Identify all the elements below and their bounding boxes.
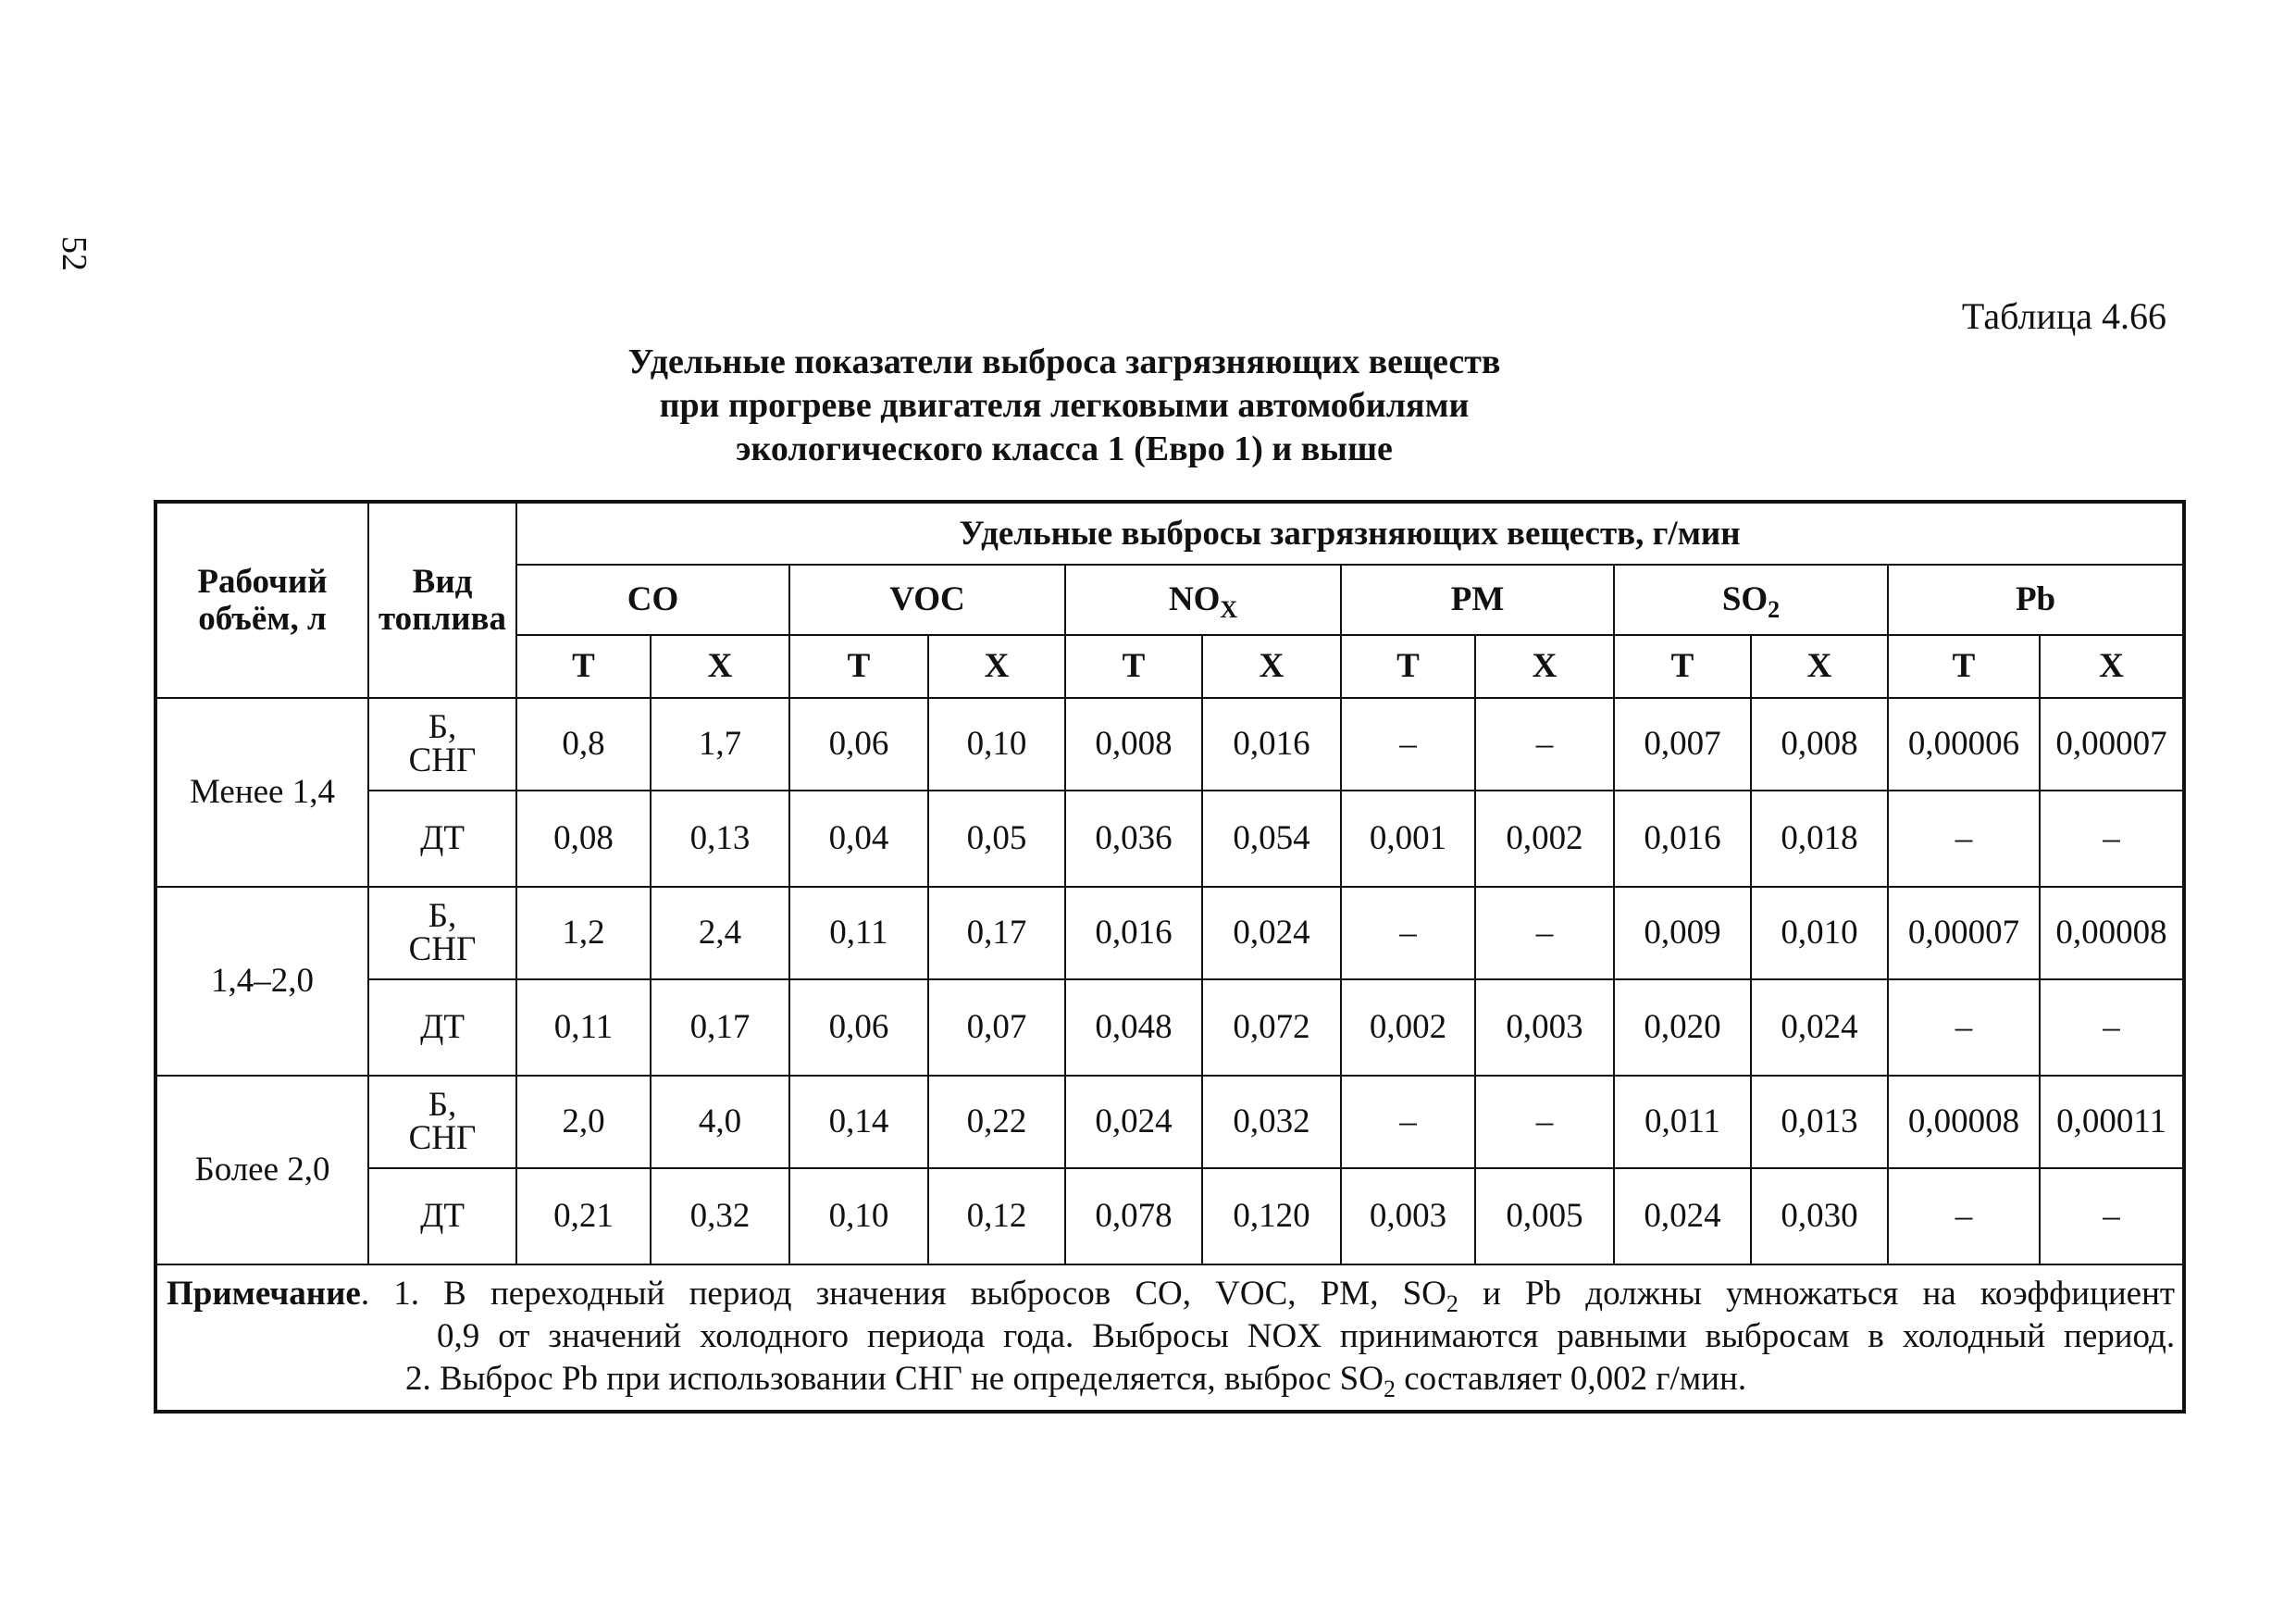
value-cell: 0,008 — [1065, 698, 1202, 791]
title-line: при прогреве двигателя легковыми автомобилями — [659, 386, 1470, 425]
header-cold: Х — [1751, 635, 1888, 698]
value-cell: 2,4 — [651, 887, 789, 979]
value-cell: 0,018 — [1751, 791, 1888, 887]
header-warm: Т — [516, 635, 651, 698]
value-cell: 0,10 — [928, 698, 1065, 791]
value-cell: – — [1341, 698, 1475, 791]
table-row — [155, 979, 2184, 1076]
value-cell: 4,0 — [651, 1076, 789, 1168]
value-cell: 0,06 — [789, 698, 928, 791]
value-cell: 0,08 — [516, 791, 651, 887]
value-cell: – — [1341, 1076, 1475, 1168]
emissions-table — [154, 500, 2186, 1414]
fuel-cell: ДТ — [368, 791, 516, 887]
table-label: Таблица 4.66 — [1961, 295, 2166, 337]
value-cell: 0,04 — [789, 791, 928, 887]
value-cell: – — [1888, 1168, 2040, 1264]
value-cell: – — [1475, 698, 1614, 791]
note-text: и Pb должны умножаться на коэффициент — [1458, 1275, 2176, 1313]
value-cell: 0,002 — [1341, 979, 1475, 1076]
header-cold: Х — [2040, 635, 2184, 698]
value-cell: – — [2040, 979, 2184, 1076]
value-cell: 0,00007 — [2040, 698, 2184, 791]
value-cell: 0,13 — [651, 791, 789, 887]
value-cell: 0,00006 — [1888, 698, 2040, 791]
value-cell: 0,024 — [1065, 1076, 1202, 1168]
value-cell: 0,8 — [516, 698, 651, 791]
header-group: Удельные выбросы загрязняющих веществ, г/мин — [516, 502, 2184, 565]
value-cell: 0,22 — [928, 1076, 1065, 1168]
value-cell: – — [1888, 979, 2040, 1076]
title-line: экологического класса 1 (Евро 1) и выше — [736, 430, 1393, 468]
value-cell: 0,016 — [1065, 887, 1202, 979]
value-cell: 0,10 — [789, 1168, 928, 1264]
value-cell: 1,2 — [516, 887, 651, 979]
note-subscript: 2 — [1383, 1376, 1396, 1402]
value-cell: 0,030 — [1751, 1168, 1888, 1264]
value-cell: 0,048 — [1065, 979, 1202, 1076]
value-cell: 0,17 — [928, 887, 1065, 979]
value-cell: 0,11 — [789, 887, 928, 979]
value-cell: 0,016 — [1614, 791, 1751, 887]
value-cell: 0,007 — [1614, 698, 1751, 791]
table-row — [155, 1076, 2184, 1168]
table-note — [155, 1264, 2184, 1412]
header-warm: Т — [1065, 635, 1202, 698]
value-cell: 0,003 — [1341, 1168, 1475, 1264]
header-pollutant: Pb — [1888, 565, 2184, 635]
header-pollutant: CO — [516, 565, 789, 635]
value-cell: 0,005 — [1475, 1168, 1614, 1264]
note-line-2: 0,9 от значений холодного периода года. Выбросы NOX принимаются равными выбросам в холодный период. — [437, 1317, 2176, 1355]
value-cell: 0,32 — [651, 1168, 789, 1264]
table-title — [139, 341, 1990, 471]
value-cell: 0,008 — [1751, 698, 1888, 791]
value-cell: 0,003 — [1475, 979, 1614, 1076]
fuel-cell: ДТ — [368, 1168, 516, 1264]
value-cell: 0,14 — [789, 1076, 928, 1168]
value-cell: – — [1341, 887, 1475, 979]
value-cell: 0,00008 — [1888, 1076, 2040, 1168]
value-cell: 0,17 — [651, 979, 789, 1076]
value-cell: 0,21 — [516, 1168, 651, 1264]
value-cell: 0,024 — [1614, 1168, 1751, 1264]
note-text: 2. Выброс Pb при использовании СНГ не определяется, выброс SO — [405, 1360, 1384, 1398]
value-cell: 0,12 — [928, 1168, 1065, 1264]
value-cell: 0,072 — [1202, 979, 1341, 1076]
header-cold: Х — [928, 635, 1065, 698]
note-line-3 — [167, 1358, 2175, 1401]
note-subscript: 2 — [1446, 1290, 1458, 1317]
value-cell: – — [1475, 887, 1614, 979]
table-row — [155, 1168, 2184, 1264]
value-cell: 0,011 — [1614, 1076, 1751, 1168]
value-cell: 0,013 — [1751, 1076, 1888, 1168]
value-cell: 0,002 — [1475, 791, 1614, 887]
value-cell: 0,020 — [1614, 979, 1751, 1076]
page-number: 52 — [55, 236, 93, 271]
value-cell: – — [2040, 791, 2184, 887]
value-cell: 0,036 — [1065, 791, 1202, 887]
value-cell: 0,001 — [1341, 791, 1475, 887]
value-cell: 0,120 — [1202, 1168, 1341, 1264]
fuel-cell: ДТ — [368, 979, 516, 1076]
value-cell: 0,05 — [928, 791, 1065, 887]
value-cell: 0,00008 — [2040, 887, 2184, 979]
header-warm: Т — [1888, 635, 2040, 698]
value-cell: 0,00011 — [2040, 1076, 2184, 1168]
value-cell: – — [2040, 1168, 2184, 1264]
header-pollutant: $NO_X$ — [1065, 565, 1341, 635]
title-line: Удельные показатели выброса загрязняющих веществ — [627, 342, 1501, 381]
value-cell: 0,078 — [1065, 1168, 1202, 1264]
header-warm: Т — [789, 635, 928, 698]
header-fuel: Вид топлива — [368, 502, 516, 698]
value-cell: – — [1475, 1076, 1614, 1168]
header-cold: Х — [1202, 635, 1341, 698]
fuel-cell: Б, СНГ — [368, 1076, 516, 1168]
header-pollutant: VOC — [789, 565, 1065, 635]
header-cold: Х — [1475, 635, 1614, 698]
fuel-cell: Б, СНГ — [368, 887, 516, 979]
value-cell: 0,024 — [1202, 887, 1341, 979]
table-row — [155, 791, 2184, 887]
value-cell: 0,032 — [1202, 1076, 1341, 1168]
header-pollutant: PM — [1341, 565, 1614, 635]
value-cell: 1,7 — [651, 698, 789, 791]
note-line-1 — [167, 1273, 2175, 1315]
header-warm: Т — [1614, 635, 1751, 698]
value-cell: 0,06 — [789, 979, 928, 1076]
note-heading: Примечание — [167, 1275, 361, 1313]
volume-cell: 1,4–2,0 — [155, 887, 368, 1076]
table-row — [155, 887, 2184, 979]
value-cell: 0,010 — [1751, 887, 1888, 979]
header-cold: Х — [651, 635, 789, 698]
table-row — [155, 698, 2184, 791]
value-cell: 0,009 — [1614, 887, 1751, 979]
value-cell: – — [1888, 791, 2040, 887]
header-pollutant: $SO_2$ — [1614, 565, 1888, 635]
value-cell: 0,07 — [928, 979, 1065, 1076]
volume-cell: Менее 1,4 — [155, 698, 368, 887]
header-warm: Т — [1341, 635, 1475, 698]
value-cell: 2,0 — [516, 1076, 651, 1168]
note-text: . 1. В переходный период значения выбросов СО, VOC, PM, SO — [360, 1275, 1446, 1313]
value-cell: 0,016 — [1202, 698, 1341, 791]
note-text: составляет 0,002 г/мин. — [1395, 1360, 1747, 1398]
value-cell: 0,00007 — [1888, 887, 2040, 979]
value-cell: 0,054 — [1202, 791, 1341, 887]
value-cell: 0,11 — [516, 979, 651, 1076]
header-volume: Рабочий объём, л — [155, 502, 368, 698]
volume-cell: Более 2,0 — [155, 1076, 368, 1264]
value-cell: 0,024 — [1751, 979, 1888, 1076]
fuel-cell: Б, СНГ — [368, 698, 516, 791]
